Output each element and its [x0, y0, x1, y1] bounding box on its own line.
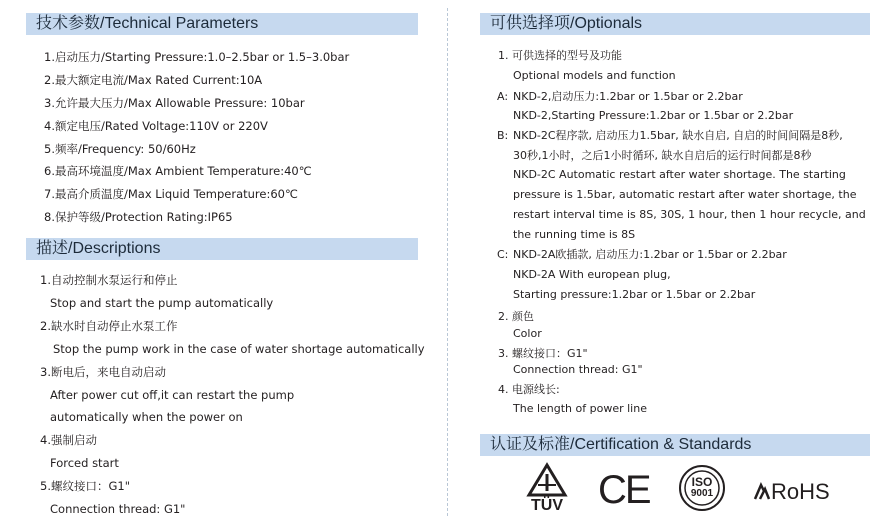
desc-line-4: Stop the pump work in the case of water shortage automatically: [53, 342, 425, 356]
desc-line-11: Connection thread: G1": [50, 502, 186, 516]
optionals-heading: 可供选择项/Optionals: [480, 13, 870, 35]
opt-line-b3: NKD-2C Automatic restart after water shortage. The starting: [513, 168, 846, 181]
opt-line-a2: NKD-2,Starting Pressure:1.2bar or 1.5bar or 2.2bar: [513, 109, 794, 122]
opt-line-2: Optional models and function: [513, 69, 676, 82]
desc-line-7: automatically when the power on: [50, 410, 243, 424]
desc-line-6: After power cut off,it can restart the pump: [50, 388, 295, 402]
opt-line-a1: NKD-2,启动压力:1.2bar or 1.5bar or 2.2bar: [513, 90, 743, 103]
tech-param-4: 4.额定电压/Rated Voltage:110V or 220V: [44, 119, 268, 133]
desc-line-1: 1.自动控制水泵运行和停止: [40, 273, 178, 287]
certification-heading: 认证及标准/Certification & Standards: [480, 434, 870, 456]
desc-line-3: 2.缺水时自动停止水泵工作: [40, 319, 178, 333]
opt-label-c: C:: [497, 248, 509, 261]
opt-line-1: 1. 可供选择的型号及功能: [498, 49, 622, 62]
tech-param-7: 7.最高介质温度/Max Liquid Temperature:60℃: [44, 187, 298, 201]
tuv-logo-icon: [524, 462, 570, 516]
tech-param-1: 1.启动压力/Starting Pressure:1.0–2.5bar or 1.5–3.0bar: [44, 50, 350, 64]
opt-line-power-en: The length of power line: [513, 402, 647, 415]
iso9001-seal-icon: [678, 464, 726, 512]
desc-line-10: 5.螺纹接口：G1": [40, 479, 130, 493]
opt-line-c2: NKD-2A With european plug,: [513, 268, 671, 281]
tech-param-8: 8.保护等级/Protection Rating:IP65: [44, 210, 233, 224]
ce-mark-icon: CE: [598, 468, 650, 512]
tech-param-2: 2.最大额定电流/Max Rated Current:10A: [44, 73, 263, 87]
tech-param-6: 6.最高环境温度/Max Ambient Temperature:40℃: [44, 164, 312, 178]
column-divider: [447, 8, 448, 516]
technical-parameters-heading: 技术参数/Technical Parameters: [26, 13, 418, 35]
desc-line-8: 4.强制启动: [40, 433, 97, 447]
opt-line-c3: Starting pressure:1.2bar or 1.5bar or 2.2bar: [513, 288, 756, 301]
rohs-text: RoHS: [771, 479, 830, 504]
iso-number-text: 9001: [690, 488, 714, 499]
opt-line-b4: pressure is 1.5bar, automatic restart after water shortage, the: [513, 188, 857, 201]
tuv-logo-text: TÜV: [531, 497, 563, 514]
opt-line-color-cn: 2. 颜色: [498, 310, 534, 323]
opt-line-thread-cn: 3. 螺纹接口：G1": [498, 347, 588, 360]
opt-label-a: A:: [497, 90, 509, 103]
opt-line-thread-en: Connection thread: G1": [513, 363, 643, 376]
rohs-logo-icon: [752, 478, 842, 506]
opt-label-b: B:: [497, 129, 509, 142]
desc-line-9: Forced start: [50, 456, 119, 470]
desc-line-5: 3.断电后，来电自动启动: [40, 365, 166, 379]
iso-text: ISO: [691, 475, 713, 489]
opt-line-b1: NKD-2C程序款, 启动压力1.5bar, 缺水自启, 自启的时间间隔是8秒,: [513, 129, 843, 142]
opt-line-b2: 30秒,1小时，之后1小时循环, 缺水自启后的运行时间都是8秒: [513, 149, 812, 162]
desc-line-2: Stop and start the pump automatically: [50, 296, 274, 310]
descriptions-heading: 描述/Descriptions: [26, 238, 418, 260]
opt-line-b5: restart interval time is 8S, 30S, 1 hour, then 1 hour recycle, and: [513, 208, 866, 221]
opt-line-c1: NKD-2A欧插款, 启动压力:1.2bar or 1.5bar or 2.2bar: [513, 248, 787, 261]
opt-line-power-cn: 4. 电源线长:: [498, 383, 560, 396]
tech-param-3: 3.允许最大压力/Max Allowable Pressure: 10bar: [44, 96, 305, 110]
opt-line-b6: the running time is 8S: [513, 228, 636, 241]
tech-param-5: 5.频率/Frequency: 50/60Hz: [44, 142, 196, 156]
opt-line-color-en: Color: [513, 327, 542, 340]
